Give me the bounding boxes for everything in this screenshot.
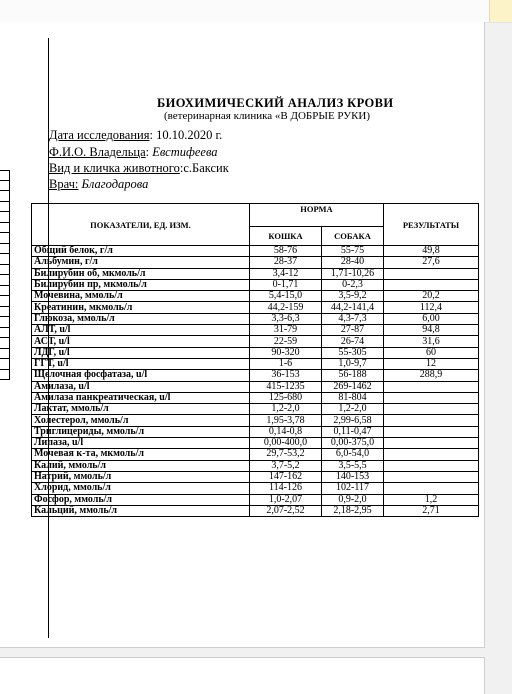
norm-cat: 114-126 bbox=[250, 483, 322, 494]
header-dog: СОБАКА bbox=[322, 227, 384, 246]
norm-cat: 0,14-0,8 bbox=[250, 426, 322, 437]
result-value bbox=[384, 460, 479, 471]
doctor-label: Врач: bbox=[49, 177, 79, 191]
norm-dog: 6,0-54,0 bbox=[322, 449, 384, 460]
indicator-name: АСТ, u/l bbox=[32, 336, 250, 347]
indicator-name: Щелочная фосфатаза, u/l bbox=[32, 370, 250, 381]
indicator-name: Общий белок, г/л bbox=[32, 246, 250, 257]
animal-line bbox=[49, 161, 229, 176]
norm-cat: 1,0-2,07 bbox=[250, 494, 322, 505]
norm-dog: 28-40 bbox=[322, 257, 384, 268]
viewer-toolbar bbox=[0, 0, 512, 23]
report-title: БИОХИМИЧЕСКИЙ АНАЛИЗ КРОВИ bbox=[157, 96, 394, 110]
table-row bbox=[32, 313, 479, 324]
table-row bbox=[32, 471, 479, 482]
norm-dog: 2,99-6,58 bbox=[322, 415, 384, 426]
norm-dog: 81-804 bbox=[322, 392, 384, 403]
norm-dog: 55-75 bbox=[322, 246, 384, 257]
biochemistry-table bbox=[31, 203, 479, 517]
study-date-label: Дата исследования bbox=[49, 128, 150, 142]
table-row bbox=[32, 483, 479, 494]
animal-label: Вид и кличка животного bbox=[49, 161, 180, 175]
norm-cat: 28-37 bbox=[250, 257, 322, 268]
report-subtitle: (ветеринарная клиника «В ДОБРЫЕ РУКИ) bbox=[164, 110, 371, 122]
result-value bbox=[384, 438, 479, 449]
norm-dog: 3,5-5,5 bbox=[322, 460, 384, 471]
indicator-name: Кальций, ммоль/л bbox=[32, 505, 250, 516]
indicator-name: Билирубин об, мкмоль/л bbox=[32, 268, 250, 279]
owner-label: Ф.И.О. Владельца bbox=[49, 145, 146, 159]
result-value: 12 bbox=[384, 358, 479, 369]
viewer-toolbar-accent bbox=[489, 0, 512, 22]
norm-dog: 2,18-2,95 bbox=[322, 505, 384, 516]
indicator-name: Хлорид, ммоль/л bbox=[32, 483, 250, 494]
table-row bbox=[32, 325, 479, 336]
norm-cat: 0-1,71 bbox=[250, 279, 322, 290]
indicator-name: Амилаза панкреатическая, u/l bbox=[32, 392, 250, 403]
table-row bbox=[32, 291, 479, 302]
norm-dog: 55-305 bbox=[322, 347, 384, 358]
indicator-name: ГГТ, u/l bbox=[32, 358, 250, 369]
table-row bbox=[32, 279, 479, 290]
indicator-name: Креатинин, мкмоль/л bbox=[32, 302, 250, 313]
result-value: 20,2 bbox=[384, 291, 479, 302]
indicator-name: ЛДГ, u/l bbox=[32, 347, 250, 358]
norm-cat: 0,00-400,0 bbox=[250, 438, 322, 449]
table-row bbox=[32, 438, 479, 449]
indicator-name: Фосфор, ммоль/л bbox=[32, 494, 250, 505]
result-value: 1,2 bbox=[384, 494, 479, 505]
norm-cat: 125-680 bbox=[250, 392, 322, 403]
table-row bbox=[32, 246, 479, 257]
result-value: 6,00 bbox=[384, 313, 479, 324]
indicator-name: Амилаза, u/l bbox=[32, 381, 250, 392]
owner-line: Ф.И.О. Владельца: Евстифеева bbox=[49, 145, 218, 159]
result-value bbox=[384, 404, 479, 415]
result-value bbox=[384, 268, 479, 279]
norm-cat: 29,7-53,2 bbox=[250, 449, 322, 460]
indicator-name: Глюкоза, ммоль/л bbox=[32, 313, 250, 324]
result-value: 27,6 bbox=[384, 257, 479, 268]
table-row bbox=[32, 392, 479, 403]
norm-dog: 4,3-7,3 bbox=[322, 313, 384, 324]
side-grid-fragment bbox=[0, 170, 10, 390]
norm-cat: 1-6 bbox=[250, 358, 322, 369]
norm-dog: 102-117 bbox=[322, 483, 384, 494]
table-row bbox=[32, 336, 479, 347]
norm-dog: 1,0-9,7 bbox=[322, 358, 384, 369]
result-value bbox=[384, 449, 479, 460]
norm-cat: 2,07-2,52 bbox=[250, 505, 322, 516]
norm-dog: 269-1462 bbox=[322, 381, 384, 392]
norm-cat: 3,3-6,3 bbox=[250, 313, 322, 324]
norm-cat: 90-320 bbox=[250, 347, 322, 358]
header-results: РЕЗУЛЬТАТЫ bbox=[384, 204, 479, 246]
indicator-name: Холестерол, ммоль/л bbox=[32, 415, 250, 426]
result-value bbox=[384, 471, 479, 482]
table-row bbox=[32, 415, 479, 426]
result-value bbox=[384, 392, 479, 403]
norm-cat: 36-153 bbox=[250, 370, 322, 381]
norm-cat: 5,4-15,0 bbox=[250, 291, 322, 302]
table-row bbox=[32, 257, 479, 268]
norm-cat: 31-79 bbox=[250, 325, 322, 336]
table-row bbox=[32, 404, 479, 415]
result-value bbox=[384, 483, 479, 494]
table-row bbox=[32, 358, 479, 369]
result-value: 94,8 bbox=[384, 325, 479, 336]
norm-dog: 140-153 bbox=[322, 471, 384, 482]
result-value: 49,8 bbox=[384, 246, 479, 257]
header-indicators: ПОКАЗАТЕЛИ, ЕД. ИЗМ. bbox=[32, 204, 250, 246]
result-value: 31,6 bbox=[384, 336, 479, 347]
table-row bbox=[32, 347, 479, 358]
indicator-name: Мочевая к-та, мкмоль/л bbox=[32, 449, 250, 460]
indicator-name: Калий, ммоль/л bbox=[32, 460, 250, 471]
indicator-name: Лактат, ммоль/л bbox=[32, 404, 250, 415]
result-value: 112,4 bbox=[384, 302, 479, 313]
norm-dog: 0,11-0,47 bbox=[322, 426, 384, 437]
norm-dog: 1,71-10,26 bbox=[322, 268, 384, 279]
table-row bbox=[32, 268, 479, 279]
table-row bbox=[32, 449, 479, 460]
owner-value: Евстифеева bbox=[152, 145, 218, 159]
norm-dog: 3,5-9,2 bbox=[322, 291, 384, 302]
norm-dog: 27-87 bbox=[322, 325, 384, 336]
norm-cat: 3,4-12 bbox=[250, 268, 322, 279]
result-value bbox=[384, 426, 479, 437]
norm-cat: 58-76 bbox=[250, 246, 322, 257]
header-norm: НОРМА bbox=[250, 204, 384, 227]
table-row bbox=[32, 460, 479, 471]
doctor-value: Благодарова bbox=[81, 177, 149, 191]
norm-dog: 0,00-375,0 bbox=[322, 438, 384, 449]
next-document-page bbox=[0, 657, 485, 694]
animal-value: :с.Баксик bbox=[179, 161, 229, 175]
indicator-name: Липаза, u/l bbox=[32, 438, 250, 449]
indicator-name: Билирубин пр, мкмоль/л bbox=[32, 279, 250, 290]
result-value: 2,71 bbox=[384, 505, 479, 516]
norm-cat: 3,7-5,2 bbox=[250, 460, 322, 471]
norm-dog: 1,2-2,0 bbox=[322, 404, 384, 415]
result-value bbox=[384, 381, 479, 392]
table-row bbox=[32, 505, 479, 516]
result-value bbox=[384, 279, 479, 290]
norm-dog: 26-74 bbox=[322, 336, 384, 347]
table-row bbox=[32, 426, 479, 437]
header-cat: КОШКА bbox=[250, 227, 322, 246]
study-date-value: : 10.10.2020 г. bbox=[149, 128, 223, 142]
indicator-name: Мочевина, ммоль/л bbox=[32, 291, 250, 302]
norm-cat: 1,95-3,78 bbox=[250, 415, 322, 426]
result-value: 288,9 bbox=[384, 370, 479, 381]
doctor-line bbox=[49, 177, 148, 192]
table-row bbox=[32, 370, 479, 381]
norm-cat: 1,2-2,0 bbox=[250, 404, 322, 415]
norm-cat: 22-59 bbox=[250, 336, 322, 347]
table-row bbox=[32, 494, 479, 505]
indicator-name: АЛТ, u/l bbox=[32, 325, 250, 336]
indicator-name: Натрий, ммоль/л bbox=[32, 471, 250, 482]
norm-dog: 56-188 bbox=[322, 370, 384, 381]
result-value bbox=[384, 415, 479, 426]
study-date-line bbox=[49, 128, 222, 143]
norm-cat: 147-162 bbox=[250, 471, 322, 482]
indicator-name: Триглицериды, ммоль/л bbox=[32, 426, 250, 437]
norm-dog: 44,2-141,4 bbox=[322, 302, 384, 313]
result-value: 60 bbox=[384, 347, 479, 358]
norm-cat: 415-1235 bbox=[250, 381, 322, 392]
norm-dog: 0,9-2,0 bbox=[322, 494, 384, 505]
table-row bbox=[32, 381, 479, 392]
indicator-name: Альбумин, г/л bbox=[32, 257, 250, 268]
norm-dog: 0-2,3 bbox=[322, 279, 384, 290]
norm-cat: 44,2-159 bbox=[250, 302, 322, 313]
table-row bbox=[32, 302, 479, 313]
